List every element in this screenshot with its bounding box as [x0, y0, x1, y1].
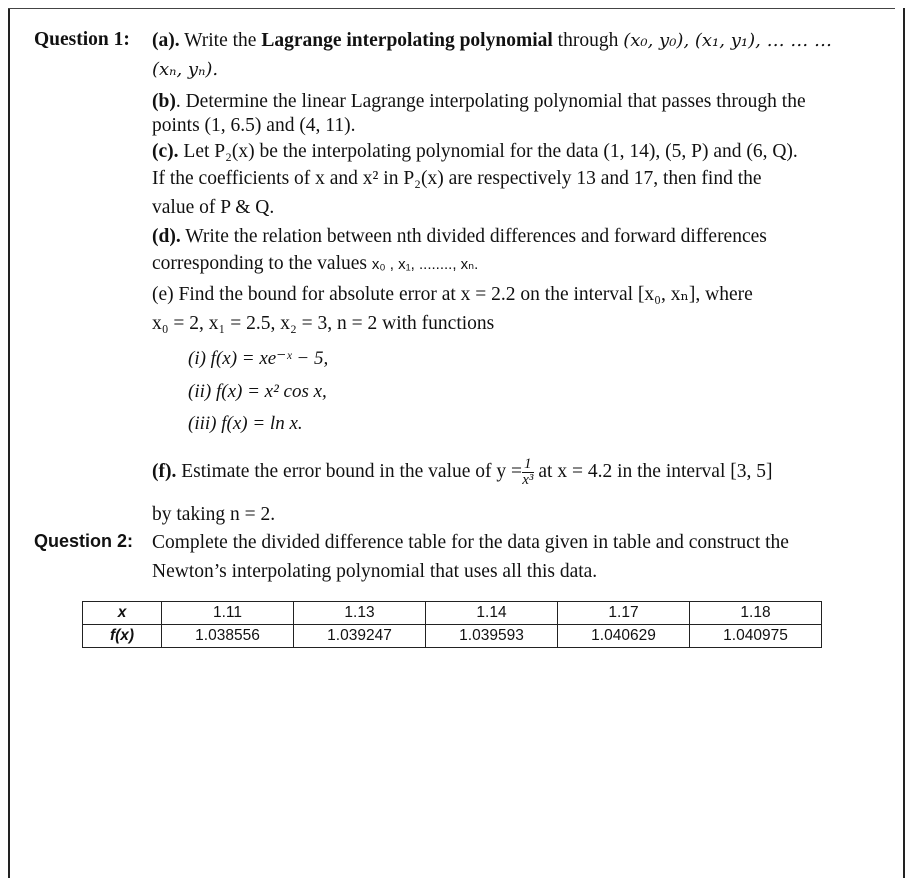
table-cell-x: 1.18	[690, 602, 822, 625]
q1-part-c-line3: value of P & Q.	[152, 197, 275, 218]
part-d-values: x₀ , x₁, ........, xₙ.	[371, 256, 479, 273]
table-row-x	[83, 602, 822, 625]
table-cell-fx: 1.040629	[558, 625, 690, 648]
part-d-prefix: (d).	[152, 226, 181, 247]
table-header-fx: f(x)	[83, 625, 162, 648]
table-cell-x: 1.11	[162, 602, 294, 625]
fraction-denominator: x³	[522, 472, 534, 488]
part-c-text: Let P₂(x) be the interpolating polynomial for the data (1, 14), (5, P) and (6, Q).	[178, 141, 798, 162]
q1-part-f-line2: by taking n = 2.	[152, 504, 276, 525]
q1-part-a-line2: (xₙ, yₙ).	[152, 59, 219, 80]
table-cell-fx: 1.039247	[294, 625, 426, 648]
part-a-points: (x₀, y₀), (x₁, y₁), … … …	[623, 30, 833, 51]
q1-part-e-item-i: (i) f(x) = xe⁻ˣ − 5,	[188, 348, 329, 369]
fraction-numerator: 1	[524, 456, 532, 472]
q1-part-e-line1: (e) Find the bound for absolute error at x = 2.2 on the interval [x₀, xₙ], where	[152, 284, 753, 305]
part-f-prefix: (f).	[152, 460, 177, 482]
q1-part-c-line2: If the coefficients of x and x² in P₂(x) are respectively 13 and 17, then find the	[152, 168, 762, 189]
table-header-x: x	[83, 602, 162, 625]
part-b-prefix: (b)	[152, 91, 176, 112]
part-a-text2: through	[552, 30, 624, 51]
q1-part-e-line2: x₀ = 2, x₁ = 2.5, x₂ = 3, n = 2 with functions	[152, 313, 495, 334]
table-cell-fx: 1.039593	[426, 625, 558, 648]
question-2-label: Question 2:	[34, 531, 134, 551]
q1-part-b-line1	[152, 90, 806, 114]
table-cell-x: 1.17	[558, 602, 690, 625]
part-d-text2: corresponding to the values	[152, 253, 372, 274]
table-cell-fx: 1.040975	[690, 625, 822, 648]
q2-line2: Newton’s interpolating polynomial that uses all this data.	[152, 561, 598, 582]
q1-part-b-line2: points (1, 6.5) and (4, 11).	[152, 115, 356, 136]
part-a-prefix: (a).	[152, 30, 180, 51]
question-1-label: Question 1:	[34, 29, 130, 50]
q1-part-d-line2	[152, 252, 478, 277]
part-d-text: Write the relation between nth divided differences and forward differences	[180, 226, 767, 247]
top-divider	[8, 8, 895, 9]
q1-part-e-item-iii: (iii) f(x) = ln x.	[188, 413, 303, 434]
data-table	[82, 601, 822, 648]
part-f-fraction	[522, 457, 534, 488]
part-a-bold: Lagrange interpolating polynomial	[261, 30, 553, 51]
page-frame	[8, 8, 905, 878]
part-f-text2: at x = 4.2 in the interval [3, 5]	[533, 460, 773, 482]
q1-part-f-line1	[152, 457, 773, 488]
table-row-fx	[83, 625, 822, 648]
table-cell-x: 1.13	[294, 602, 426, 625]
table-cell-x: 1.14	[426, 602, 558, 625]
q1-part-a-line1	[152, 29, 832, 53]
table-cell-fx: 1.038556	[162, 625, 294, 648]
q2-line1: Complete the divided difference table for the data given in table and construct the	[152, 532, 789, 553]
q1-part-c-line1	[152, 140, 798, 164]
part-a-text1: Write the	[179, 30, 262, 51]
part-f-text1: Estimate the error bound in the value of y =	[176, 460, 523, 482]
part-c-prefix: (c).	[152, 141, 179, 162]
part-b-text: . Determine the linear Lagrange interpolating polynomial that passes through the	[175, 91, 806, 112]
q1-part-e-item-ii: (ii) f(x) = x² cos x,	[188, 381, 327, 402]
q1-part-d-line1	[152, 225, 767, 249]
